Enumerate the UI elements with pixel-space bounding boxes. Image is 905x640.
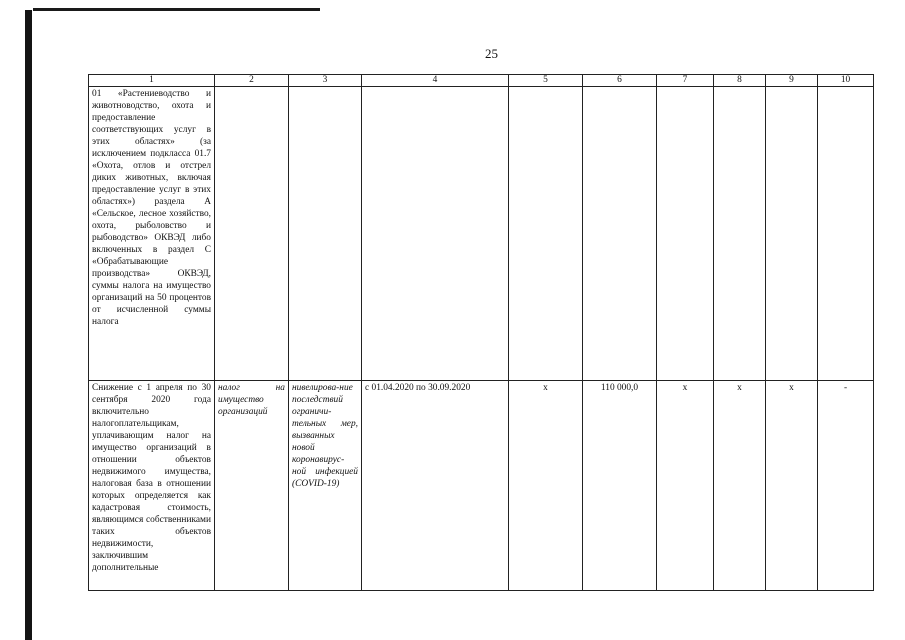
header-col-6: 6 <box>583 75 657 87</box>
header-col-8: 8 <box>714 75 766 87</box>
empty-cell <box>509 87 583 381</box>
validity-period-cell: с 01.04.2020 по 30.09.2020 <box>362 381 509 591</box>
header-col-2: 2 <box>215 75 289 87</box>
value-cell-5: х <box>509 381 583 591</box>
tax-type-cell: налог на имущество организаций <box>215 381 289 591</box>
header-col-3: 3 <box>289 75 362 87</box>
tax-benefits-table <box>88 74 874 591</box>
empty-cell <box>289 87 362 381</box>
header-col-7: 7 <box>657 75 714 87</box>
header-col-4: 4 <box>362 75 509 87</box>
empty-cell <box>714 87 766 381</box>
header-col-10: 10 <box>818 75 874 87</box>
benefit-description-cell: Снижение с 1 апреля по 30 сентября 2020 года включительно налогоплательщикам, уплачивающим налог на имущество организаций в отношении объектов недвижимого имущества, налоговая база в отношении которых определяется как кадастровая стоимость, являющимся собственниками таких объектов недвижимости, заключившим дополнительные <box>89 381 215 591</box>
empty-cell <box>215 87 289 381</box>
header-col-1: 1 <box>89 75 215 87</box>
value-cell-8: х <box>714 381 766 591</box>
empty-cell <box>583 87 657 381</box>
header-row <box>89 75 874 87</box>
empty-cell <box>657 87 714 381</box>
benefit-description-cell: 01 «Растениеводство и животноводство, охота и предоставление соответствующих услуг в этих областях» (за исключением подкласса 01.7 «Охота, отлов и отстрел диких животных, включая предоставление услуг в этих областях») раздела А «Сельское, лесное хозяйство, охота, рыболовство и рыбоводство» ОКВЭД либо включенных в раздел С «Обрабатывающие производства» ОКВЭД, суммы налога на имущество организаций на 50 процентов от исчисленной суммы налога <box>89 87 215 381</box>
page-number: 25 <box>485 46 498 61</box>
amount-cell: 110 000,0 <box>583 381 657 591</box>
scan-edge-left <box>25 10 32 640</box>
header-col-9: 9 <box>766 75 818 87</box>
empty-cell <box>766 87 818 381</box>
value-cell-10: - <box>818 381 874 591</box>
benefit-purpose-cell: нивелирова-ние последствий ограничи-тельных мер, вызванных новой коронавирус-ной инфекцией (COVID-19) <box>289 381 362 591</box>
empty-cell <box>818 87 874 381</box>
table-row <box>89 87 874 381</box>
value-cell-9: х <box>766 381 818 591</box>
table-row <box>89 381 874 591</box>
header-col-5: 5 <box>509 75 583 87</box>
value-cell-7: х <box>657 381 714 591</box>
empty-cell <box>362 87 509 381</box>
scan-edge-top <box>33 8 320 11</box>
